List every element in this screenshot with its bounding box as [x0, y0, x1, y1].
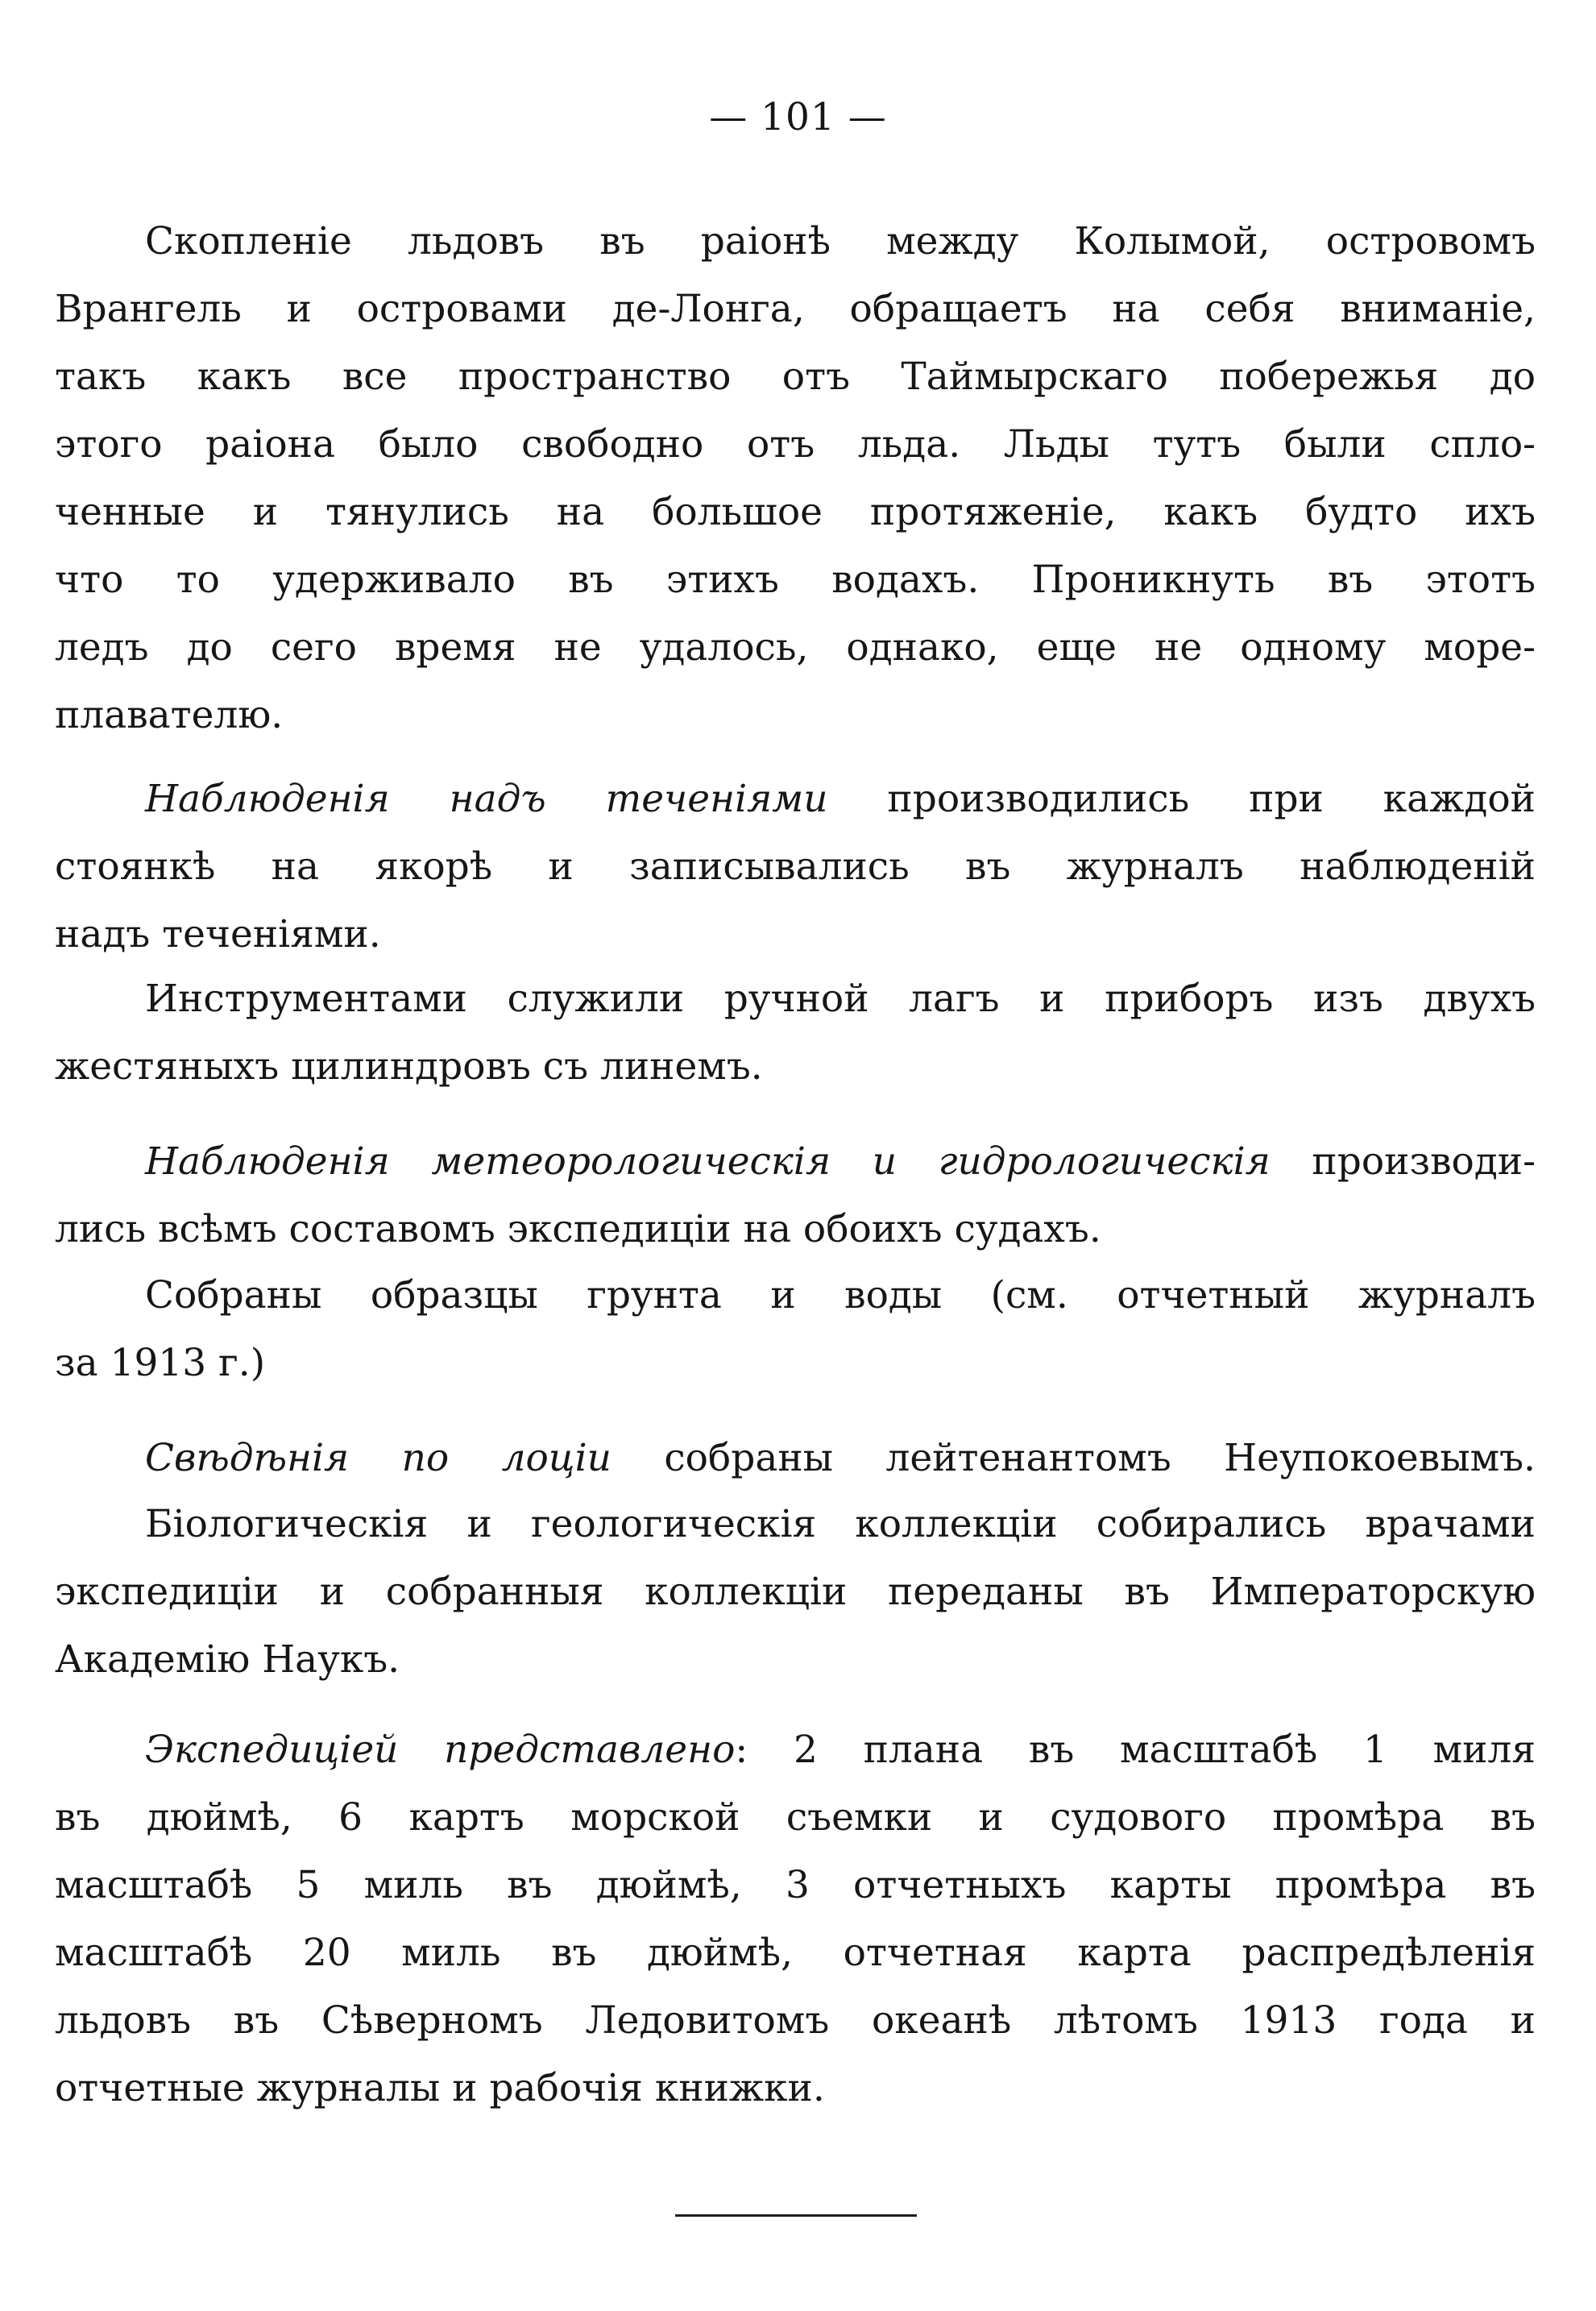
text-line: Скопленіе льдовъ въ раіонѣ между Колымой, островомъ [145, 219, 1536, 263]
text-line: такъ какъ все пространство отъ Таймырскаго побережья до [55, 355, 1536, 399]
text-line: Біологическія и геологическія коллекціи собирались врачами [145, 1502, 1536, 1546]
text-line: стоянкѣ на якорѣ и записывались въ журналъ наблюденій [55, 844, 1536, 889]
text-run: собраны лейтенантомъ Неупокоевымъ. [611, 1436, 1536, 1480]
text-run: : 2 плана въ масштабѣ 1 миля [735, 1728, 1536, 1772]
text-line: масштабѣ 5 миль въ дюймѣ, 3 отчетныхъ карты промѣра въ [55, 1863, 1536, 1907]
text-line [55, 1425, 1536, 1492]
text-line: Врангель и островами де-Лонга, обращаетъ на себя вниманіе, [55, 287, 1536, 331]
text-line: жестяныхъ цилиндровъ съ линемъ. [55, 1044, 763, 1089]
text-line: этого раіона было свободно отъ льда. Льды тутъ были спло- [55, 422, 1536, 467]
text-line [55, 1716, 1536, 1784]
text-line: Академію Наукъ. [55, 1637, 400, 1682]
text-line: что то удерживало въ этихъ водахъ. Проникнуть въ этотъ [55, 558, 1536, 602]
paragraph-instruments [55, 965, 1536, 1101]
footer-divider [675, 2214, 917, 2217]
text-line: экспедиціи и собранныя коллекціи переданы въ Императорскую [55, 1570, 1536, 1614]
paragraph-current-observations [55, 765, 1536, 969]
text-line: за 1913 г.) [55, 1341, 266, 1385]
text-line [55, 1128, 1536, 1196]
paragraph-ice-accumulation [55, 208, 1536, 749]
paragraph-samples [55, 1262, 1536, 1397]
text-line: ченные и тянулись на большое протяженіе, какъ будто ихъ [55, 490, 1536, 534]
text-line: лись всѣмъ составомъ экспедиціи на обоихъ судахъ. [55, 1207, 1101, 1251]
paragraph-expedition-results [55, 1716, 1536, 2122]
page-number: — 101 — [709, 95, 887, 139]
section-heading: Свѣдѣнія по лоціи [145, 1436, 611, 1480]
text-line: ледъ до сего время не удалось, однако, еще не одному море- [55, 625, 1536, 670]
text-line [55, 765, 1536, 833]
text-run: производились при каждой [827, 777, 1536, 821]
text-line: въ дюймѣ, 6 картъ морской съемки и судового промѣра въ [55, 1795, 1536, 1840]
section-heading: Наблюденія надъ теченіями [145, 777, 828, 821]
section-heading: Наблюденія метеорологическія и гидрологическія [145, 1139, 1271, 1184]
text-line: плавателю. [55, 693, 284, 737]
text-line: масштабѣ 20 миль въ дюймѣ, отчетная карта распредѣленія [55, 1931, 1536, 1975]
text-line: Собраны образцы грунта и воды (см. отчетный журналъ [145, 1273, 1536, 1317]
paragraph-collections [55, 1491, 1536, 1694]
paragraph-pilotage [55, 1425, 1536, 1492]
paragraph-meteorological [55, 1128, 1536, 1263]
text-run: производи- [1270, 1139, 1536, 1184]
section-heading: Экспедиціей представлено [145, 1728, 736, 1772]
text-line: отчетные журналы и рабочія книжки. [55, 2066, 825, 2110]
text-line: Инструментами служили ручной лагъ и приборъ изъ двухъ [145, 977, 1536, 1021]
text-line: надъ теченіями. [55, 912, 381, 956]
text-line: льдовъ въ Сѣверномъ Ледовитомъ океанѣ лѣтомъ 1913 года и [55, 1998, 1536, 2043]
